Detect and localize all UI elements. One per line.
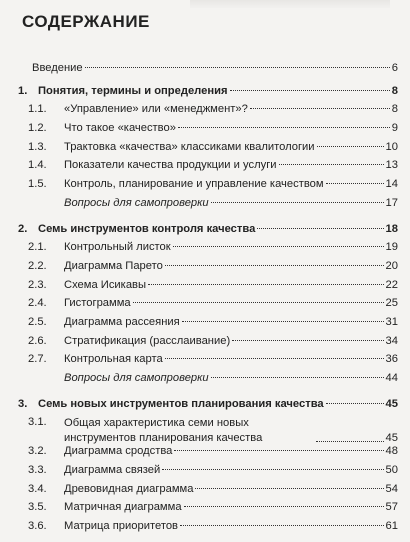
toc-entry[interactable] <box>18 483 398 502</box>
toc-entry-title: Гистограмма <box>64 297 131 310</box>
dot-leader <box>326 183 384 184</box>
toc-entry-title: Диаграмма сродства <box>64 445 173 458</box>
toc-entry[interactable] <box>18 316 398 335</box>
toc-entry-page: 13 <box>385 159 398 172</box>
toc-entry-title: Матрица приоритетов <box>64 520 178 533</box>
toc-entry-page: 54 <box>385 482 398 495</box>
toc-entry-title: Схема Исикавы <box>64 278 147 291</box>
toc-entry-page: 50 <box>385 464 398 477</box>
toc-entry-page: 19 <box>385 241 398 254</box>
toc-entry-title: Диаграмма связей <box>64 464 161 477</box>
toc-entry-page: 36 <box>385 353 398 366</box>
dot-leader <box>316 441 384 442</box>
toc-entry-number: 3.5. <box>28 501 47 514</box>
toc-entry-title: Контрольная карта <box>64 353 163 366</box>
scan-shadow <box>190 0 390 8</box>
table-of-contents <box>18 62 398 539</box>
dot-leader <box>230 90 390 91</box>
toc-entry[interactable] <box>18 223 398 242</box>
toc-entry[interactable] <box>18 464 398 483</box>
toc-entry-title: Семь новых инструментов планирования качества <box>38 397 324 410</box>
toc-entry[interactable] <box>18 159 398 178</box>
toc-entry-title: Матричная диаграмма <box>64 501 182 514</box>
toc-entry[interactable] <box>18 398 398 417</box>
toc-entry-page: 61 <box>385 520 398 533</box>
toc-entry[interactable] <box>18 178 398 197</box>
toc-entry-number: 2.5. <box>28 315 47 328</box>
toc-entry-number: 1.3. <box>28 140 47 153</box>
toc-entry-title: Контроль, планирование и управление качеством <box>64 178 324 191</box>
toc-entry-page: 6 <box>391 62 398 74</box>
dot-leader <box>195 488 383 489</box>
toc-entry-number: 3.4. <box>28 482 47 495</box>
toc-entry-page: 45 <box>385 397 398 410</box>
toc-entry-page: 45 <box>385 432 398 445</box>
toc-entry-title: Трактовка «качества» классиками квалитологии <box>64 140 315 153</box>
toc-entry-number: 1.5. <box>28 178 47 191</box>
dot-leader <box>173 246 384 247</box>
toc-entry-title: Общая характеристика семи новых инструментов планирования качества <box>64 417 263 444</box>
toc-entry[interactable] <box>18 141 398 160</box>
toc-entry-title: Показатели качества продукции и услуги <box>64 159 277 172</box>
toc-entry-title: Диаграмма рассеяния <box>64 315 180 328</box>
toc-entry-number: 3. <box>18 397 28 410</box>
toc-entry[interactable] <box>18 260 398 279</box>
toc-entry-title: Стратификация (расслаивание) <box>64 334 231 347</box>
dot-leader <box>174 450 383 451</box>
toc-entry-number: 3.1. <box>28 416 47 429</box>
toc-entry-page: 48 <box>385 445 398 458</box>
toc-entry[interactable] <box>18 416 398 445</box>
toc-entry-title: Контрольный листок <box>64 241 171 254</box>
toc-entry-title: Древовидная диаграмма <box>64 482 194 495</box>
toc-entry-number: 3.2. <box>28 445 47 458</box>
toc-entry[interactable] <box>18 103 398 122</box>
toc-entry-title: Семь инструментов контроля качества <box>38 222 256 235</box>
toc-entry[interactable] <box>18 62 398 81</box>
toc-entry-number: 3.6. <box>28 520 47 533</box>
dot-leader <box>85 67 390 68</box>
toc-entry-title: Вопросы для самопроверки <box>64 196 209 209</box>
toc-entry-title: Понятия, термины и определения <box>38 84 228 97</box>
dot-leader <box>326 403 384 404</box>
toc-entry-title: Что такое «качество» <box>64 122 176 135</box>
toc-entry[interactable] <box>18 520 398 539</box>
toc-entry-page: 14 <box>385 178 398 191</box>
toc-entry-page: 44 <box>385 372 398 384</box>
toc-entry-number: 2.1. <box>28 241 47 254</box>
toc-entry[interactable] <box>18 85 398 104</box>
toc-entry[interactable] <box>18 241 398 260</box>
toc-entry[interactable] <box>18 197 398 216</box>
toc-entry-page: 25 <box>385 297 398 310</box>
dot-leader <box>232 340 383 341</box>
toc-entry-title: «Управление» или «менеджмент»? <box>64 103 248 116</box>
dot-leader <box>317 146 384 147</box>
dot-leader <box>162 469 383 470</box>
toc-entry[interactable] <box>18 445 398 464</box>
dot-leader <box>178 127 390 128</box>
toc-entry-number: 1. <box>18 84 28 97</box>
toc-entry-number: 1.1. <box>28 103 47 116</box>
dot-leader <box>165 358 384 359</box>
toc-entry-page: 9 <box>391 122 398 135</box>
dot-leader <box>165 265 384 266</box>
dot-leader <box>148 284 384 285</box>
toc-entry[interactable] <box>18 335 398 354</box>
toc-entry-page: 10 <box>385 140 398 153</box>
toc-entry-number: 1.4. <box>28 159 47 172</box>
toc-entry-title: Вопросы для самопроверки <box>64 372 209 384</box>
toc-entry-page: 18 <box>385 222 398 235</box>
toc-entry-number: 2.2. <box>28 259 47 272</box>
toc-entry-page: 8 <box>391 103 398 116</box>
dot-leader <box>279 164 384 165</box>
toc-entry[interactable] <box>18 297 398 316</box>
toc-entry[interactable] <box>18 501 398 520</box>
toc-entry-page: 20 <box>385 259 398 272</box>
toc-entry[interactable] <box>18 279 398 298</box>
toc-entry[interactable] <box>18 353 398 372</box>
toc-entry-page: 17 <box>385 196 398 209</box>
toc-entry-number: 2.6. <box>28 334 47 347</box>
dot-leader <box>184 506 384 507</box>
dot-leader <box>211 202 384 203</box>
dot-leader <box>250 108 390 109</box>
toc-entry-title: Диаграмма Парето <box>64 259 163 272</box>
toc-entry-number: 2. <box>18 222 28 235</box>
toc-entry-number: 2.3. <box>28 278 47 291</box>
toc-entry-page: 34 <box>385 334 398 347</box>
dot-leader <box>180 525 384 526</box>
dot-leader <box>182 321 384 322</box>
page-title: СОДЕРЖАНИЕ <box>22 12 150 31</box>
dot-leader <box>211 377 384 378</box>
dot-leader <box>257 228 383 229</box>
toc-entry-number: 2.4. <box>28 297 47 310</box>
toc-entry-number: 1.2. <box>28 122 47 135</box>
toc-entry-number: 2.7. <box>28 353 47 366</box>
toc-entry-title: Введение <box>32 62 83 74</box>
toc-entry[interactable] <box>18 372 398 391</box>
toc-entry-page: 57 <box>385 501 398 514</box>
toc-entry-page: 22 <box>385 278 398 291</box>
dot-leader <box>133 302 384 303</box>
toc-entry-page: 31 <box>385 315 398 328</box>
toc-entry-page: 8 <box>391 84 398 97</box>
toc-entry-number: 3.3. <box>28 464 47 477</box>
toc-entry[interactable] <box>18 122 398 141</box>
